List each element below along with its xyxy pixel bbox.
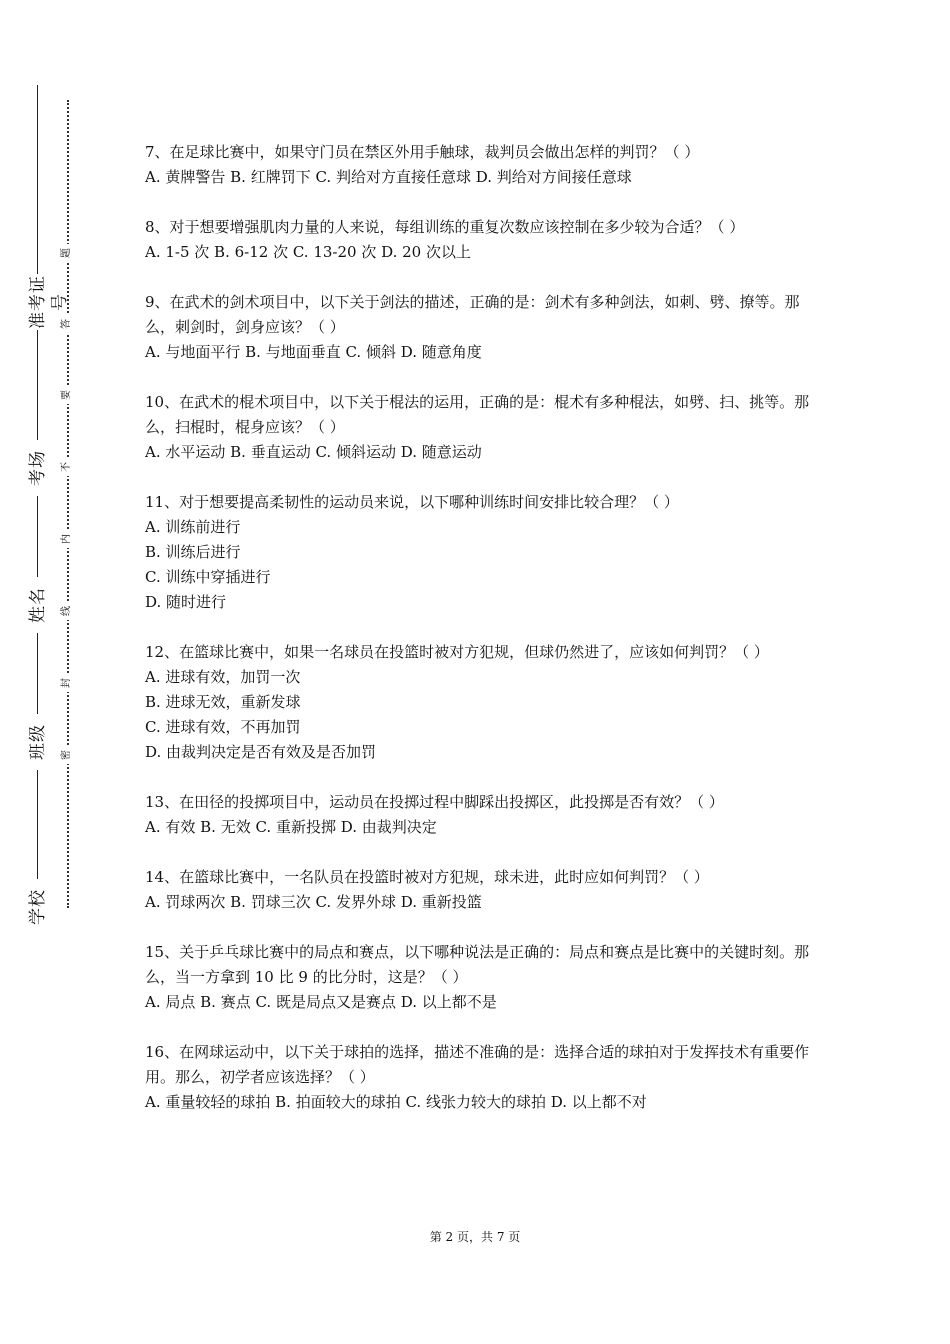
exam-number-label: 准考证号 [28, 275, 70, 329]
option-c: C. 进球有效，不再加罚 [145, 718, 301, 736]
question-item [145, 215, 810, 265]
question-options: A. 有效 B. 无效 C. 重新投掷 D. 由裁判决定 [145, 818, 437, 836]
exam-room-label: 考场 [27, 440, 49, 496]
seal-line [67, 100, 69, 908]
seal-char: 答 [58, 315, 76, 333]
question-options: A. 水平运动 B. 垂直运动 C. 倾斜运动 D. 随意运动 [145, 443, 482, 461]
question-item [145, 640, 810, 765]
seal-char: 封 [58, 674, 76, 692]
question-stem: 12、在篮球比赛中，如果一名球员在投篮时被对方犯规，但球仍然进了，应该如何判罚？（ ） [145, 643, 769, 661]
question-options: A. 局点 B. 赛点 C. 既是局点又是赛点 D. 以上都不是 [145, 993, 497, 1011]
class-label: 班级 [27, 714, 49, 770]
question-options: A. 黄牌警告 B. 红牌罚下 C. 判给对方直接任意球 D. 判给对方间接任意球 [145, 168, 632, 186]
option-a: A. 进球有效，加罚一次 [145, 668, 301, 686]
question-stem: 11、对于想要提高柔韧性的运动员来说，以下哪种训练时间安排比较合理？（ ） [145, 493, 679, 511]
seal-char: 线 [58, 602, 76, 620]
school-label: 学校 [27, 879, 49, 935]
question-item [145, 790, 810, 840]
question-options: A. 重量较轻的球拍 B. 拍面较大的球拍 C. 线张力较大的球拍 D. 以上都不对 [145, 1093, 647, 1111]
option-a: A. 训练前进行 [145, 518, 241, 536]
question-stem: 9、在武术的剑术项目中，以下关于剑法的描述，正确的是：剑术有多种剑法，如刺、劈、撩等。那么，刺剑时，剑身应该？（ ） [145, 293, 800, 336]
question-stem: 16、在网球运动中，以下关于球拍的选择，描述不准确的是：选择合适的球拍对于发挥技术有重要作用。那么，初学者应该选择？（ ） [145, 1043, 810, 1086]
fill-in-line [37, 85, 38, 930]
question-item [145, 290, 810, 365]
seal-char: 内 [58, 530, 76, 548]
option-d: D. 由裁判决定是否有效及是否加罚 [145, 743, 377, 761]
question-item [145, 490, 810, 615]
seal-char: 密 [58, 746, 76, 764]
question-item [145, 865, 810, 915]
option-d: D. 随时进行 [145, 593, 227, 611]
binding-margin [0, 0, 100, 1344]
option-c: C. 训练中穿插进行 [145, 568, 271, 586]
question-item [145, 940, 810, 1015]
question-stem: 10、在武术的棍术项目中，以下关于棍法的运用，正确的是：棍术有多种棍法，如劈、扫、挑等。那么，扫棍时，棍身应该？（ ） [145, 393, 810, 436]
seal-char: 要 [58, 386, 76, 404]
page-number: 第 2 页，共 7 页 [429, 1230, 521, 1244]
question-item [145, 1040, 810, 1115]
question-stem: 14、在篮球比赛中，一名队员在投篮时被对方犯规，球未进，此时应如何判罚？（ ） [145, 868, 709, 886]
question-options: A. 1-5 次 B. 6-12 次 C. 13-20 次 D. 20 次以上 [145, 243, 471, 261]
question-item [145, 140, 810, 190]
student-name-label: 姓名 [27, 577, 49, 633]
option-b: B. 训练后进行 [145, 543, 241, 561]
question-stem: 8、对于想要增强肌肉力量的人来说，每组训练的重复次数应该控制在多少较为合适？（ ） [145, 218, 745, 236]
seal-char: 题 [58, 244, 76, 262]
question-list [145, 140, 810, 1140]
question-stem: 15、关于乒乓球比赛中的局点和赛点，以下哪种说法是正确的：局点和赛点是比赛中的关键时刻。那么，当一方拿到 10 比 9 的比分时，这是？（ ） [145, 943, 810, 986]
question-item [145, 390, 810, 465]
option-b: B. 进球无效，重新发球 [145, 693, 301, 711]
question-stem: 7、在足球比赛中，如果守门员在禁区外用手触球，裁判员会做出怎样的判罚？（ ） [145, 143, 700, 161]
seal-char: 不 [58, 458, 76, 476]
question-options: A. 罚球两次 B. 罚球三次 C. 发界外球 D. 重新投篮 [145, 893, 482, 911]
question-stem: 13、在田径的投掷项目中，运动员在投掷过程中脚踩出投掷区，此投掷是否有效？（ ） [145, 793, 724, 811]
question-options: A. 与地面平行 B. 与地面垂直 C. 倾斜 D. 随意角度 [145, 343, 482, 361]
